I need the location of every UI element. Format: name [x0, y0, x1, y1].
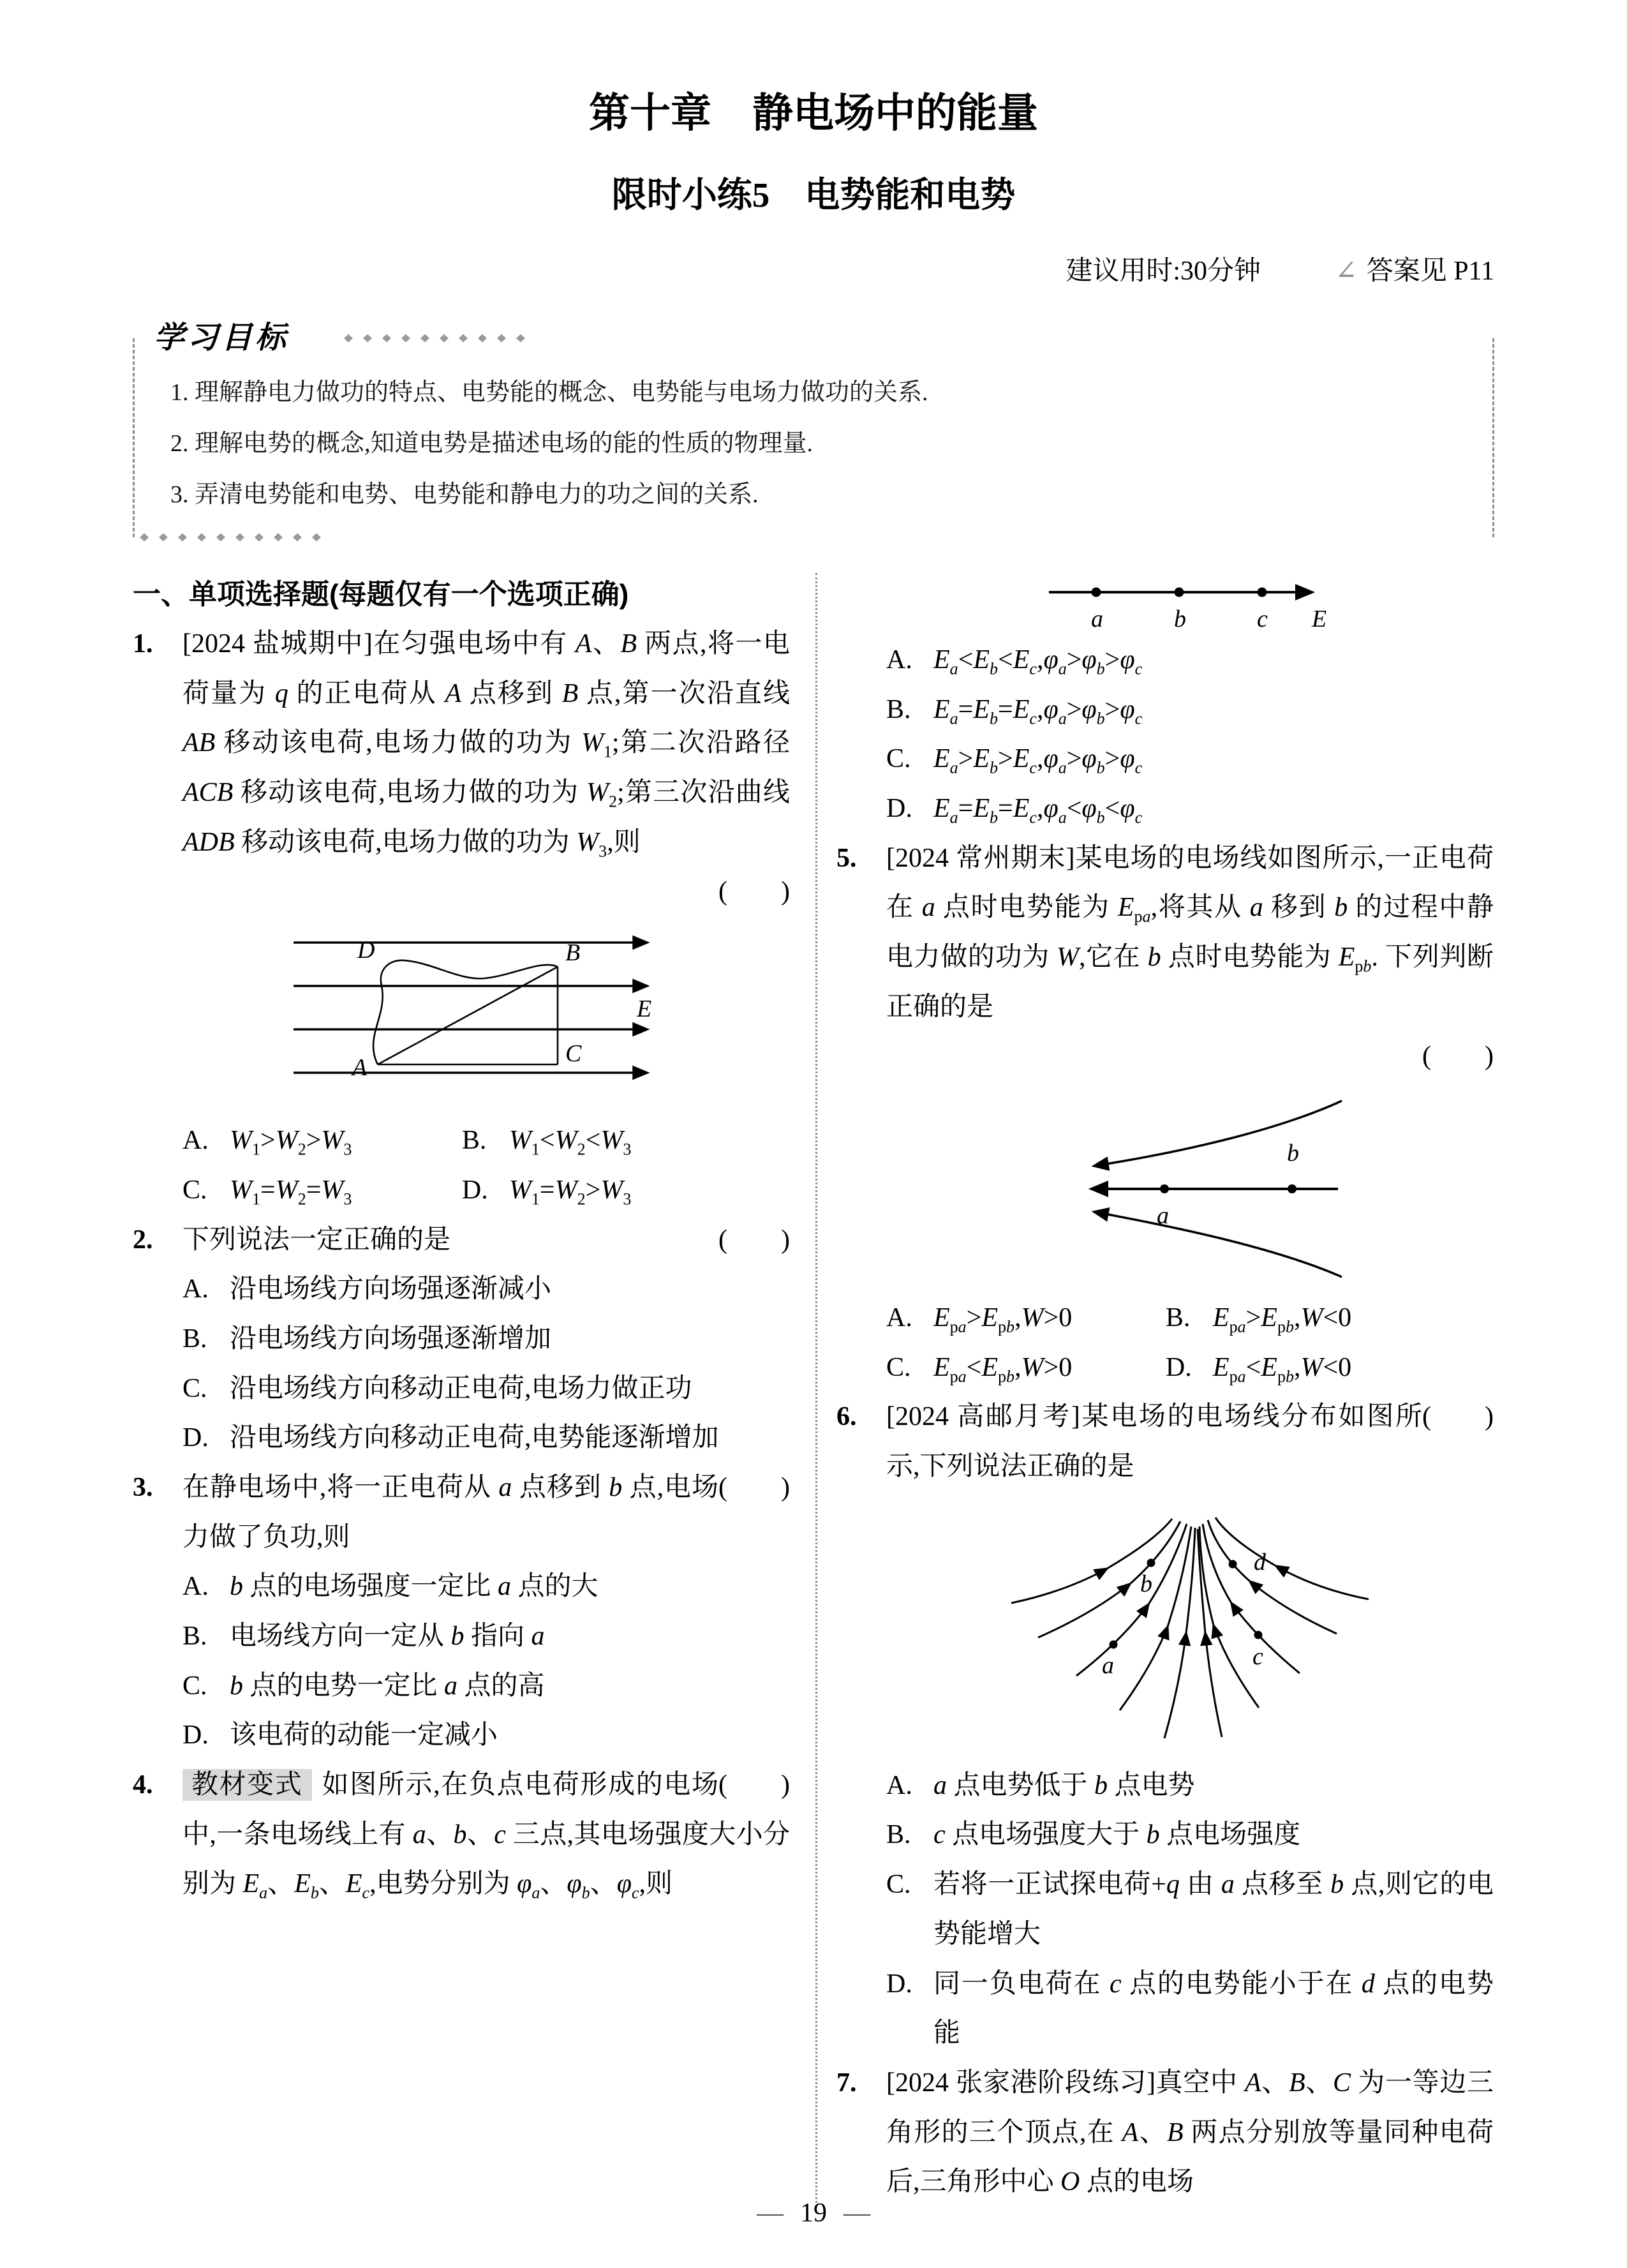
- option-row: [1166, 1343, 1494, 1393]
- diamond-border-bottom: [135, 532, 326, 542]
- diamond-border-top: [339, 333, 530, 343]
- suggested-time: 建议用时:30分钟: [1066, 256, 1261, 286]
- answer-bracket: ( ): [718, 877, 790, 907]
- point-label-b: B: [565, 939, 581, 967]
- option-text: $W_1>W_2>W_3$: [230, 1126, 352, 1159]
- question-6: [836, 1392, 1494, 2059]
- option-row: [886, 1761, 1494, 1811]
- option-row: [182, 1315, 790, 1364]
- option-row: [886, 784, 1494, 834]
- options-q5: [886, 1294, 1494, 1392]
- question-text: 如图所示,在负点电荷形成的电场中,一条电场线上有 a、b、c 三点,其电场强度大小分别为 $E_a$、$E_b$、$E_c$,电势分别为 $\varphi_a$、$\varphi_b$、$\varphi_c$,则: [182, 1770, 790, 1902]
- figure-uniform-field: [182, 921, 790, 1112]
- option-row: [886, 685, 1494, 735]
- option-row: [182, 1265, 790, 1315]
- point-label-a: a: [1102, 1652, 1114, 1679]
- section-title-note: (每题仅有一个选项正确): [329, 578, 629, 610]
- answer-bracket: ( ): [718, 1225, 790, 1255]
- option-text: $W_1=W_2>W_3$: [509, 1175, 632, 1209]
- point-label-a: a: [1091, 605, 1103, 632]
- option-text: $E_a=E_b=E_c,\varphi_a<\varphi_b<\varphi_c$: [933, 793, 1143, 827]
- column-divider: [815, 573, 817, 2207]
- option-text: $E_a<E_b<E_c,\varphi_a>\varphi_b>\varphi_c$: [933, 645, 1143, 678]
- option-text: 沿电场线方向场强逐渐减小: [230, 1274, 552, 1304]
- option-label: D.: [182, 1720, 209, 1750]
- option-text: $W_1<W_2<W_3$: [509, 1126, 632, 1159]
- option-label: C.: [182, 1671, 207, 1701]
- question-7: [836, 2059, 1494, 2207]
- answer-bracket: ( ): [1422, 1041, 1494, 1071]
- learning-objectives-box: [133, 321, 1494, 537]
- point-label-c: c: [1252, 1643, 1263, 1670]
- question-stem: [182, 620, 790, 867]
- question-number: 2.: [133, 1225, 153, 1255]
- option-label: A.: [886, 645, 912, 675]
- question-stem: [886, 1392, 1494, 1491]
- field-line-abc-figure: [1040, 573, 1340, 632]
- section-title: [133, 569, 790, 620]
- option-row: [182, 1612, 790, 1662]
- option-label: A.: [886, 1303, 912, 1333]
- question-stem: [182, 1761, 790, 1909]
- figure-field-line-abc: [886, 573, 1494, 632]
- option-label: C.: [182, 1373, 207, 1403]
- question-source-tag: [2024 常州期末]: [886, 843, 1075, 873]
- option-text: 沿电场线方向场强逐渐增加: [230, 1324, 552, 1354]
- option-row: [886, 1294, 1166, 1343]
- options-q1: [182, 1116, 790, 1215]
- answer-bracket: ( ): [718, 1770, 790, 1800]
- objective-item: 3. 弄清电势能和电势、电势能和静电力的功之间的关系.: [170, 481, 759, 509]
- textbook-variant-tag: 教材变式: [182, 1769, 312, 1801]
- option-text: $E_a=E_b=E_c,\varphi_a>\varphi_b>\varphi_c$: [933, 694, 1143, 727]
- option-label: B.: [182, 1622, 207, 1652]
- question-source-tag: [2024 盐城期中]: [182, 629, 373, 659]
- question-stem: [182, 1216, 790, 1265]
- point-label-b: b: [1287, 1140, 1299, 1167]
- question-text: 下列说法一定正确的是: [182, 1225, 451, 1255]
- field-fan-figure: [1005, 1496, 1375, 1757]
- question-stem: [182, 1463, 790, 1562]
- option-label: B.: [886, 694, 911, 724]
- option-row: [182, 1166, 462, 1216]
- option-row: [886, 1343, 1166, 1393]
- two-column-body: [133, 569, 1494, 2207]
- option-label: C.: [886, 1870, 911, 1900]
- option-text: a 点电势低于 b 点电势: [933, 1770, 1195, 1800]
- question-number: 3.: [133, 1472, 153, 1502]
- objective-item: 2. 理解电势的概念,知道电势是描述电场的能的性质的物理量.: [170, 430, 814, 458]
- option-text: $W_1=W_2=W_3$: [230, 1175, 352, 1209]
- question-number: 5.: [836, 843, 857, 873]
- question-stem: [886, 2059, 1494, 2207]
- question-2: [133, 1216, 790, 1463]
- point-label-d: D: [357, 937, 375, 964]
- point-label-a: A: [352, 1054, 368, 1082]
- option-row: [182, 1562, 790, 1612]
- question-5: [836, 834, 1494, 1393]
- option-text: 电场线方向一定从 b 指向 a: [230, 1622, 545, 1652]
- option-text: 沿电场线方向移动正电荷,电场力做正功: [230, 1373, 692, 1403]
- question-number: 7.: [836, 2068, 857, 2098]
- option-text: $E_{pa}<E_{pb},W<0$: [1212, 1352, 1352, 1386]
- point-label-b: b: [1140, 1570, 1152, 1597]
- practice-title: 限时小练5 电势能和电势: [611, 175, 1016, 214]
- question-number: 4.: [133, 1770, 153, 1800]
- question-source-tag: [2024 张家港阶段练习]: [886, 2068, 1155, 2098]
- question-text: 某电场的电场线如图所示,一正电荷在 a 点时电势能为 $E_{pa}$,将其从 a 移到 b 的过程中静电力做的功为 W,它在 b 点时电势能为 $E_{pb}$. 下列判断正确的是: [886, 843, 1494, 1022]
- option-text: b 点的电场强度一定比 a 点的大: [230, 1572, 598, 1602]
- question-text: 在匀强电场中有 A、B 两点,将一电荷量为 q 的正电荷从 A 点移到 B 点,第一次沿直线 AB 移动该电荷,电场力做的功为 $W_1$;第二次沿路径 ACB 移动该电荷,电场力做的功为 $W_2$;第三次沿曲线 ADB 移动该电荷,电场力做的功为 $W_3$,则: [182, 629, 790, 861]
- option-label: D.: [182, 1423, 209, 1453]
- question-source-tag: [2024 高邮月考]: [886, 1402, 1080, 1432]
- chapter-title: 第十章 静电场中的能量: [589, 91, 1038, 136]
- question-3: [133, 1463, 790, 1761]
- option-label: D.: [461, 1175, 488, 1205]
- option-label: C.: [886, 744, 911, 774]
- option-label: C.: [182, 1175, 207, 1205]
- figure-converging-lines: [886, 1086, 1494, 1290]
- option-row: [1166, 1294, 1494, 1343]
- option-row: [886, 1860, 1494, 1959]
- option-label: A.: [182, 1572, 209, 1602]
- option-label: C.: [886, 1352, 911, 1382]
- option-label: A.: [886, 1770, 912, 1800]
- option-text: 同一负电荷在 c 点的电势能小于在 d 点的电势能: [933, 1969, 1494, 2048]
- question-4-continuation: [836, 573, 1494, 834]
- option-text: 该电荷的动能一定减小: [230, 1720, 498, 1750]
- converging-field-figure: [1030, 1086, 1349, 1290]
- option-row: [182, 1711, 790, 1761]
- option-text: $E_{pa}>E_{pb},W>0$: [933, 1303, 1073, 1336]
- option-text: $E_{pa}>E_{pb},W<0$: [1212, 1303, 1352, 1336]
- objectives-label: 学习目标: [144, 310, 299, 367]
- footer-dash: —: [757, 2198, 784, 2228]
- option-row: [182, 1662, 790, 1712]
- option-label: D.: [886, 793, 912, 823]
- answer-bracket: ( ): [1422, 1402, 1494, 1432]
- option-row: [886, 1960, 1494, 2059]
- option-text: 若将一正试探电荷+q 由 a 点移至 b 点,则它的电势能增大: [933, 1870, 1494, 1949]
- answer-reference: 答案见 P11: [1366, 256, 1494, 286]
- option-text: b 点的电势一定比 a 点的高: [230, 1671, 545, 1701]
- option-row: [182, 1116, 462, 1166]
- option-label: D.: [1165, 1352, 1192, 1382]
- option-text: $E_a>E_b>E_c,\varphi_a>\varphi_b>\varphi_c$: [933, 744, 1143, 777]
- point-label-c: c: [1257, 605, 1268, 632]
- answer-angle-icon: ∠: [1334, 256, 1358, 286]
- option-row: [182, 1364, 790, 1414]
- option-row: [886, 636, 1494, 685]
- left-column: [133, 569, 790, 1909]
- question-number: 6.: [836, 1402, 857, 1432]
- point-label-b: b: [1174, 605, 1186, 632]
- question-text: 在静电场中,将一正电荷从 a 点移到 b 点,电场力做了负功,则: [182, 1472, 719, 1552]
- field-label-e: E: [637, 996, 652, 1023]
- option-text: $E_{pa}<E_{pb},W>0$: [933, 1352, 1073, 1386]
- question-1: [133, 620, 790, 1216]
- option-label: B.: [182, 1324, 207, 1354]
- option-text: c 点电场强度大于 b 点电场强度: [933, 1820, 1301, 1850]
- option-row: [462, 1116, 790, 1166]
- point-label-d: d: [1254, 1548, 1266, 1576]
- point-label-c: C: [565, 1040, 582, 1068]
- footer-dash: —: [843, 2198, 870, 2228]
- right-column: [836, 569, 1494, 2207]
- question-text: 真空中 A、B、C 为一等边三角形的三个顶点,在 A、B 两点分别放等量同种电荷后,三角形中心 O 点的电场: [886, 2068, 1494, 2197]
- option-label: B.: [1165, 1303, 1191, 1333]
- option-label: B.: [886, 1820, 911, 1850]
- point-label-a: a: [1157, 1202, 1169, 1230]
- page-footer: [0, 2189, 1627, 2239]
- page-number: 19: [800, 2198, 827, 2228]
- option-label: D.: [886, 1969, 912, 1999]
- option-label: A.: [182, 1126, 209, 1156]
- question-text: 某电场的电场线分布如图所示,下列说法正确的是: [886, 1402, 1423, 1482]
- question-number: 1.: [133, 629, 153, 659]
- option-label: A.: [182, 1274, 209, 1304]
- objective-item: 1. 理解静电力做功的特点、电势能的概念、电势能与电场力做功的关系.: [170, 379, 928, 407]
- question-4: [133, 1761, 790, 1909]
- field-label-e: E: [1312, 605, 1327, 632]
- question-stem: [886, 834, 1494, 1033]
- option-text: 沿电场线方向移动正电荷,电势能逐渐增加: [230, 1423, 719, 1453]
- meta-line: [133, 247, 1494, 297]
- figure-field-fan: [886, 1496, 1494, 1757]
- option-row: [886, 735, 1494, 784]
- option-label: B.: [461, 1126, 487, 1156]
- option-row: [462, 1166, 790, 1216]
- section-title-text: 一、单项选择题: [133, 578, 329, 610]
- option-row: [886, 1810, 1494, 1860]
- option-row: [182, 1414, 790, 1463]
- answer-bracket: ( ): [718, 1472, 790, 1502]
- uniform-field-figure: [282, 921, 690, 1112]
